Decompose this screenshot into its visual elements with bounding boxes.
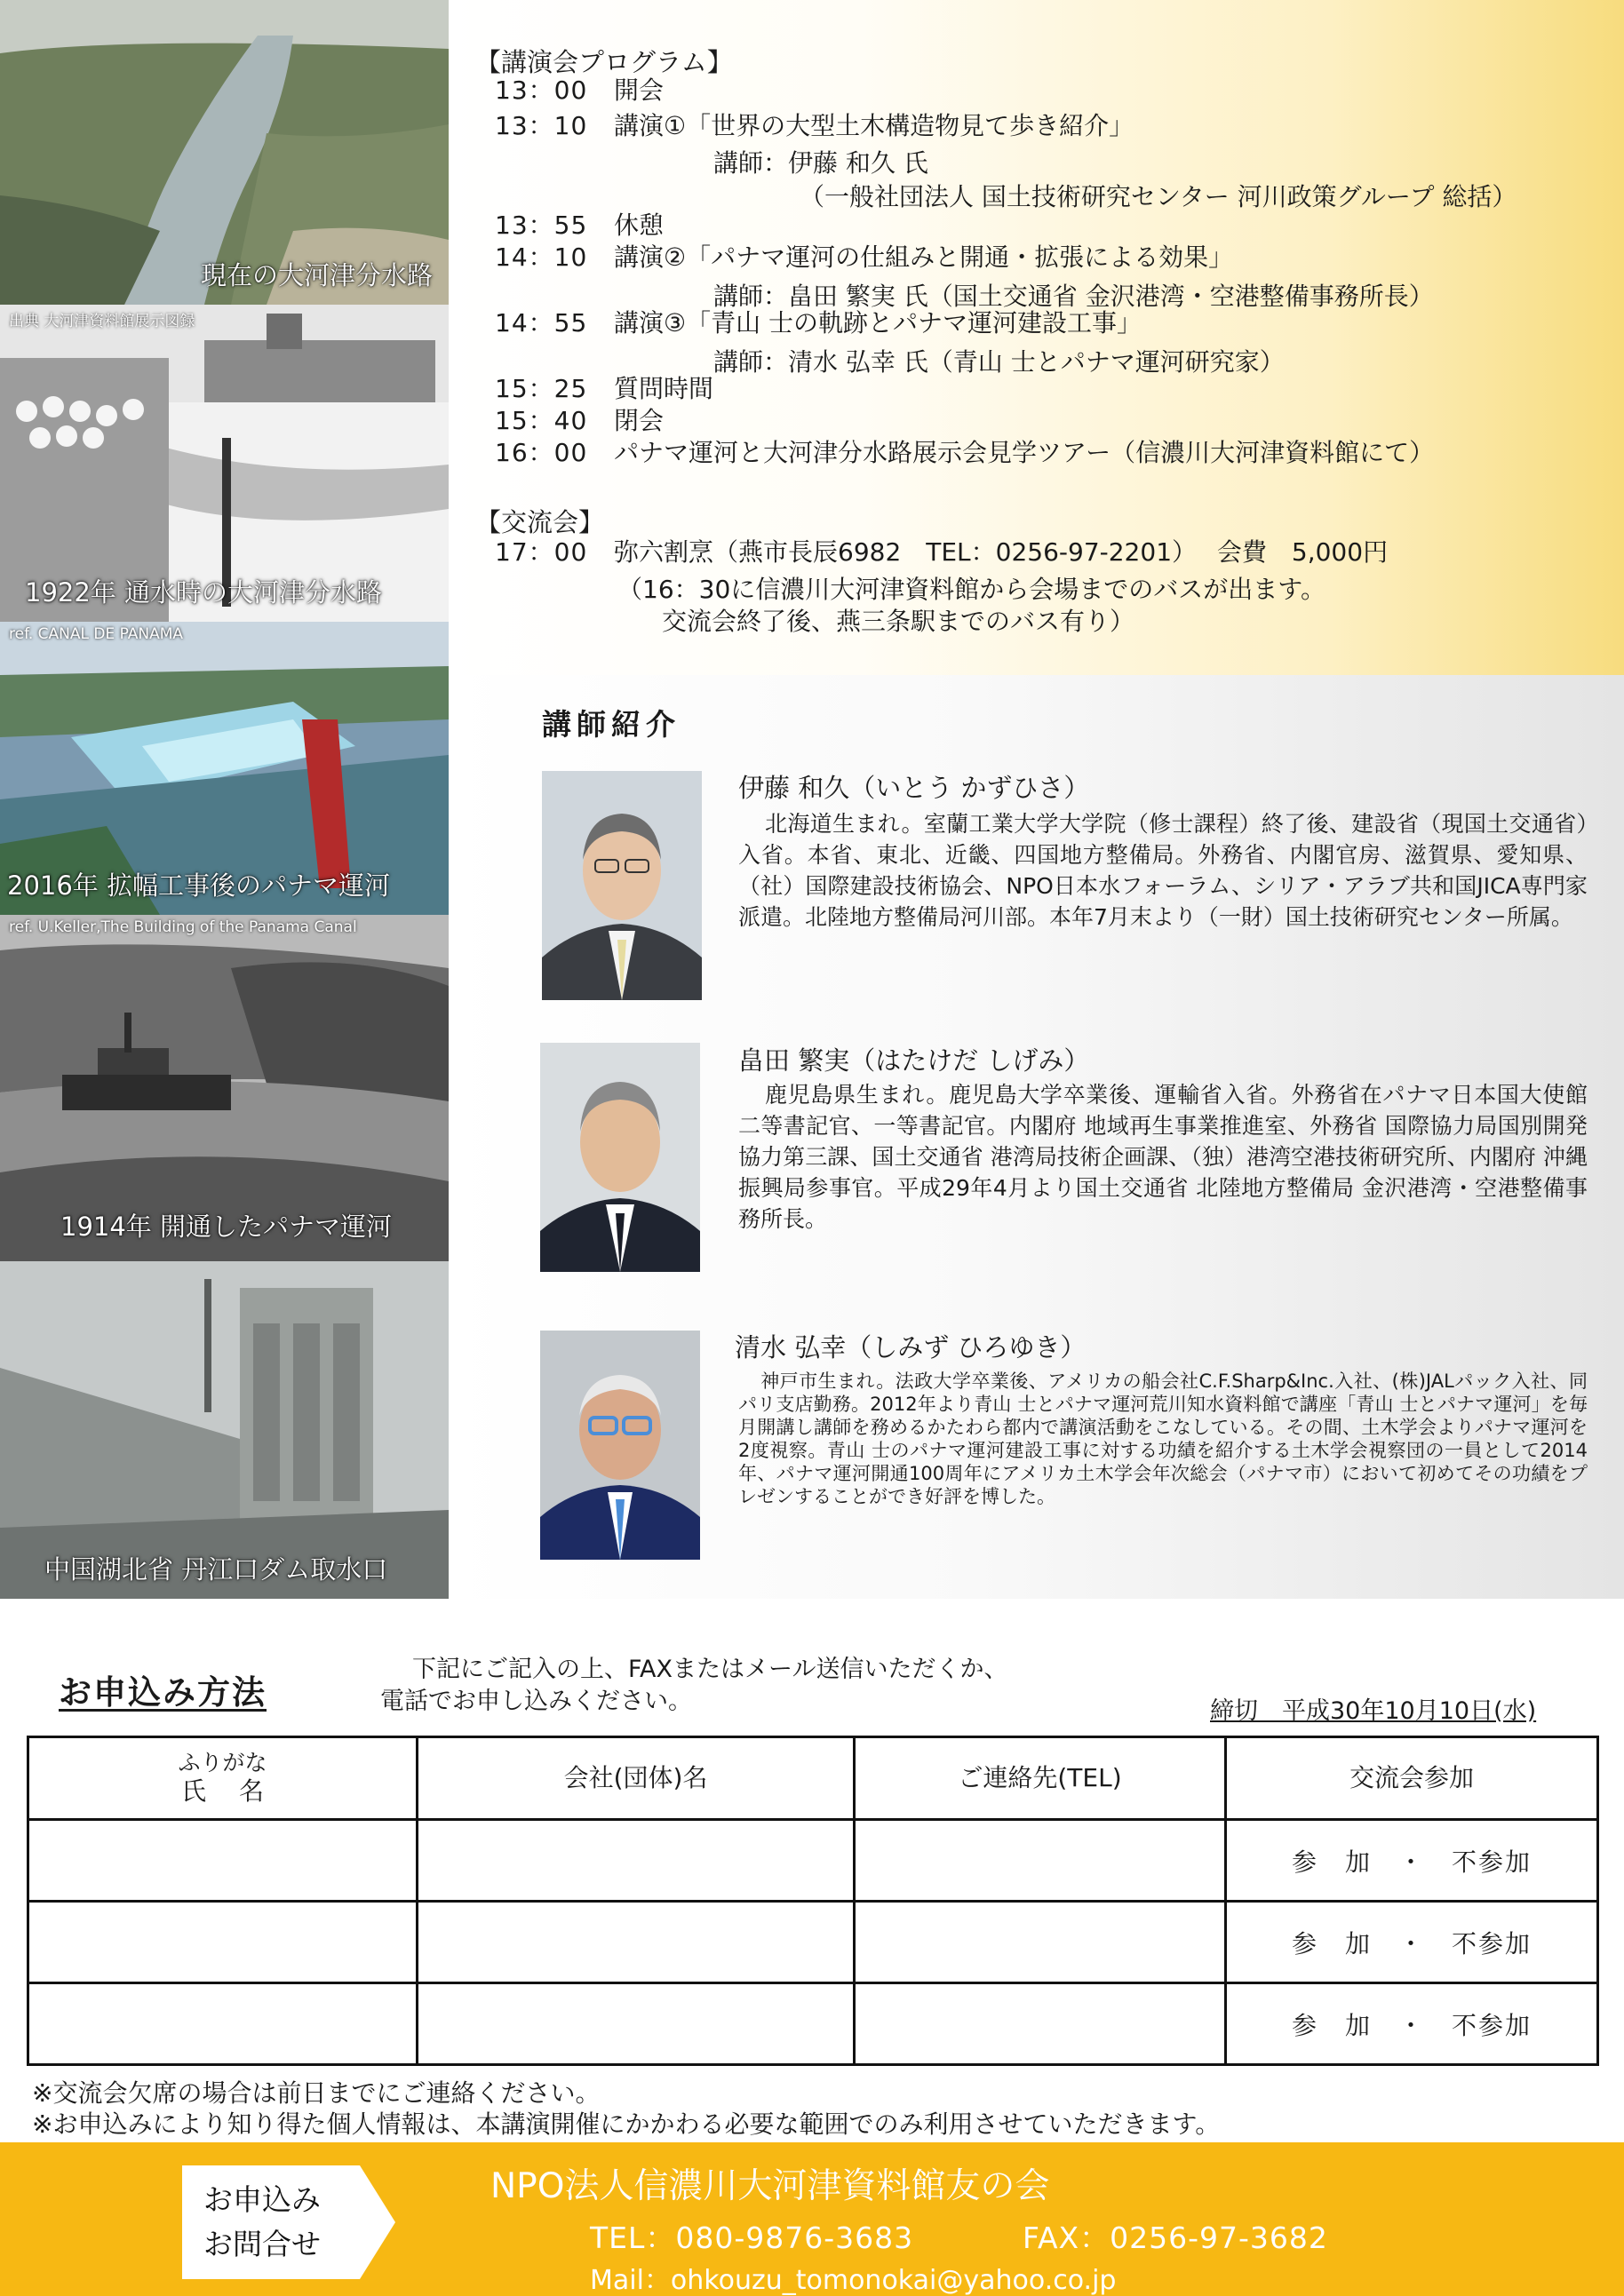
- name-cell[interactable]: [28, 1820, 418, 1902]
- contact-tel[interactable]: TEL：080-9876-3683: [590, 2221, 914, 2255]
- table-row: [28, 1820, 1598, 1902]
- speaker-bio: 鹿児島県生まれ。鹿児島大学卒業後、運輸省入省。外務省在パナマ日本国大使館 二等書記官、一等書記官。内閣府 地域再生事業推進室、外務省 国際協力局国別開発協力第三課、国土交通省 港湾局技術企画課、（独）港湾空港技術研究所、内閣府 沖縄振興局参事官。平成29年4月より国土交通省 北陸地方整備局 金沢港湾・空港整備事務所長。: [738, 1082, 1588, 1232]
- contact-tag: [182, 2165, 395, 2279]
- program-time: 16：00: [495, 438, 588, 467]
- program-text: 質問時間: [614, 374, 714, 403]
- lecturer-line: 講師：清水 弘幸 氏（青山 士とパナマ運河研究家）: [713, 347, 1285, 377]
- program-time: 14：10: [495, 242, 588, 272]
- speaker-name: 清水 弘幸（しみず ひろゆき）: [735, 1332, 1087, 1363]
- photo-caption: 1922年 通水時の大河津分水路: [25, 577, 383, 608]
- contact-tag-label: [203, 2178, 321, 2267]
- portrait-image: [542, 771, 702, 1000]
- program-text: 講演③「青山 士の軌跡とパナマ運河建設工事」: [614, 308, 1142, 338]
- exchange-time: 17：00: [495, 537, 588, 567]
- lecturer-line: 講師：畠田 繁実 氏（国土交通省 金沢港湾・空港整備事務所長）: [713, 282, 1434, 311]
- program-text: パナマ運河と大河津分水路展示会見学ツアー（信濃川大河津資料館にて）: [614, 438, 1435, 467]
- deadline: 締切 平成30年10月10日(水): [1210, 1697, 1537, 1725]
- photo-danjiangkou-dam: [0, 1261, 449, 1599]
- tag-line: お申込み: [203, 2182, 321, 2217]
- program-time: 13：55: [495, 211, 588, 240]
- photo-caption: 2016年 拡幅工事後のパナマ運河: [7, 870, 391, 901]
- program-text: 閉会: [614, 406, 665, 435]
- photo-panama-1914: [0, 915, 449, 1261]
- speaker-photo: [540, 1331, 700, 1560]
- program-text: 開会: [614, 75, 665, 105]
- program-time: 15：25: [495, 374, 588, 403]
- table-header-row: [28, 1737, 1598, 1820]
- absence-note: ※交流会欠席の場合は前日までにご連絡ください。: [32, 2078, 601, 2108]
- name-cell[interactable]: [28, 1902, 418, 1983]
- organization-name: NPO法人信濃川大河津資料館友の会: [490, 2166, 1050, 2206]
- column-header-name: [28, 1737, 418, 1820]
- instruction-line: 下記にご記入の上、FAXまたはメール送信いただくか、: [412, 1656, 1008, 1683]
- contact-email[interactable]: Mail：ohkouzu_tomonokai@yahoo.co.jp: [590, 2265, 1117, 2296]
- application-form-table: [27, 1736, 1599, 2066]
- speakers-panel: [449, 675, 1624, 1599]
- speaker-name: 伊藤 和久（いとう かずひさ）: [738, 773, 1090, 803]
- speaker-photo: [540, 1043, 700, 1272]
- company-cell[interactable]: [418, 1820, 855, 1902]
- exchange-title: 【交流会】: [475, 507, 605, 537]
- attendance-option[interactable]: 参 加 ・ 不参加: [1226, 1983, 1598, 2065]
- photo-caption: 1914年 開通したパナマ運河: [60, 1212, 393, 1242]
- speaker-bio: 神戸市生まれ。法政大学卒業後、アメリカの船会社C.F.Sharp&Inc.入社、(株)JALパック入社、同パリ支店勤務。2012年より青山 士とパナマ運河荒川知水資料館で講座「青山 士とパナマ運河」を毎月開講し講師を務めるかたわら都内で講演活動をこなしている。その間、土木学会よりパナマ運河を2度視察。青山 士のパナマ運河建設工事に対する功績を紹介する土木学会視察団の一員として2014年、パナマ運河開通100周年にアメリカ土木学会年次総会（パナマ市）において初めてその功績をプレゼンすることができ好評を博した。: [738, 1370, 1588, 1507]
- speakers-title: 講師紹介: [542, 707, 681, 742]
- program-panel: [449, 0, 1624, 675]
- program-time: 13：10: [495, 111, 588, 140]
- lecturer-line: 講師：伊藤 和久 氏: [713, 148, 928, 178]
- contact-cell[interactable]: [855, 1902, 1226, 1983]
- photo-caption: 現在の大河津分水路: [200, 260, 433, 290]
- table-row: [28, 1902, 1598, 1983]
- photo-column: [0, 0, 449, 1599]
- program-time: 15：40: [495, 406, 588, 435]
- column-header-exchange: 交流会参加: [1226, 1737, 1598, 1820]
- attendance-option[interactable]: 参 加 ・ 不参加: [1226, 1902, 1598, 1983]
- application-instructions: [380, 1654, 1007, 1718]
- speaker-photo: [542, 771, 702, 1000]
- lecturer-affiliation: （一般社団法人 国土技術研究センター 河川政策グループ 総括）: [800, 182, 1517, 211]
- column-header-company: 会社(団体)名: [418, 1737, 855, 1820]
- program-text: 講演①「世界の大型土木構造物見て歩き紹介」: [614, 111, 1134, 140]
- exchange-bus-note: 交流会終了後、燕三条駅までのバス有り）: [662, 607, 1135, 636]
- contact-cell[interactable]: [855, 1983, 1226, 2065]
- contact-cell[interactable]: [855, 1820, 1226, 1902]
- program-text: 講演②「パナマ運河の仕組みと開通・拡張による効果」: [614, 242, 1234, 272]
- photo-okozu-1922: [0, 305, 449, 622]
- photo-source-ref: 出典 大河津資料館展示図録: [9, 313, 195, 330]
- dam-intake-image: [0, 1261, 449, 1599]
- furigana-label: ふりがな: [178, 1750, 267, 1776]
- contact-footer: [0, 2142, 1624, 2296]
- instruction-line: 電話でお申し込みください。: [380, 1688, 692, 1715]
- column-header-contact: ご連絡先(TEL): [855, 1737, 1226, 1820]
- speaker-name: 畠田 繁実（はたけだ しげみ）: [738, 1045, 1090, 1076]
- attendance-option[interactable]: 参 加 ・ 不参加: [1226, 1820, 1598, 1902]
- company-cell[interactable]: [418, 1902, 855, 1983]
- exchange-text: 弥六割烹（燕市長辰6982 TEL：0256-97-2201） 会費 5,000円: [614, 537, 1389, 567]
- program-time: 14：55: [495, 308, 588, 338]
- program-text: 休憩: [614, 211, 665, 240]
- company-cell[interactable]: [418, 1983, 855, 2065]
- name-label: 氏 名: [181, 1776, 264, 1806]
- photo-source-ref: ref. CANAL DE PANAMA: [9, 625, 184, 643]
- portrait-image: [540, 1331, 700, 1560]
- photo-okozu-current: [0, 0, 449, 305]
- photo-source-ref: ref. U.Keller,The Building of the Panama Canal: [9, 918, 357, 936]
- application-title: お申込み方法: [59, 1673, 267, 1712]
- name-cell[interactable]: [28, 1983, 418, 2065]
- portrait-image: [540, 1043, 700, 1272]
- photo-caption: 中国湖北省 丹江口ダム取水口: [44, 1554, 388, 1585]
- table-row: [28, 1983, 1598, 2065]
- program-time: 13：00: [495, 75, 588, 105]
- exchange-bus-note: （16：30に信濃川大河津資料館から会場までのバスが出ます。: [617, 575, 1326, 604]
- speaker-bio: 北海道生まれ。室蘭工業大学大学院（修士課程）終了後、建設省（現国土交通省）入省。本省、東北、近畿、四国地方整備局。外務省、内閣官房、滋賀県、愛知県、（社）国際建設技術協会、NPO日本水フォーラム、シリア・アラブ共和国JICA専門家派遣。北陸地方整備局河川部。本年7月末より（一財）国土技術研究センター所属。: [738, 811, 1588, 930]
- contact-fax: FAX：0256-97-3682: [1023, 2221, 1328, 2255]
- privacy-note: ※お申込みにより知り得た個人情報は、本講演開催にかかわる必要な範囲でのみ利用させていただきます。: [32, 2109, 1221, 2139]
- program-title: 【講演会プログラム】: [475, 47, 733, 77]
- photo-panama-2016: [0, 622, 449, 915]
- tag-line: お問合せ: [203, 2227, 321, 2261]
